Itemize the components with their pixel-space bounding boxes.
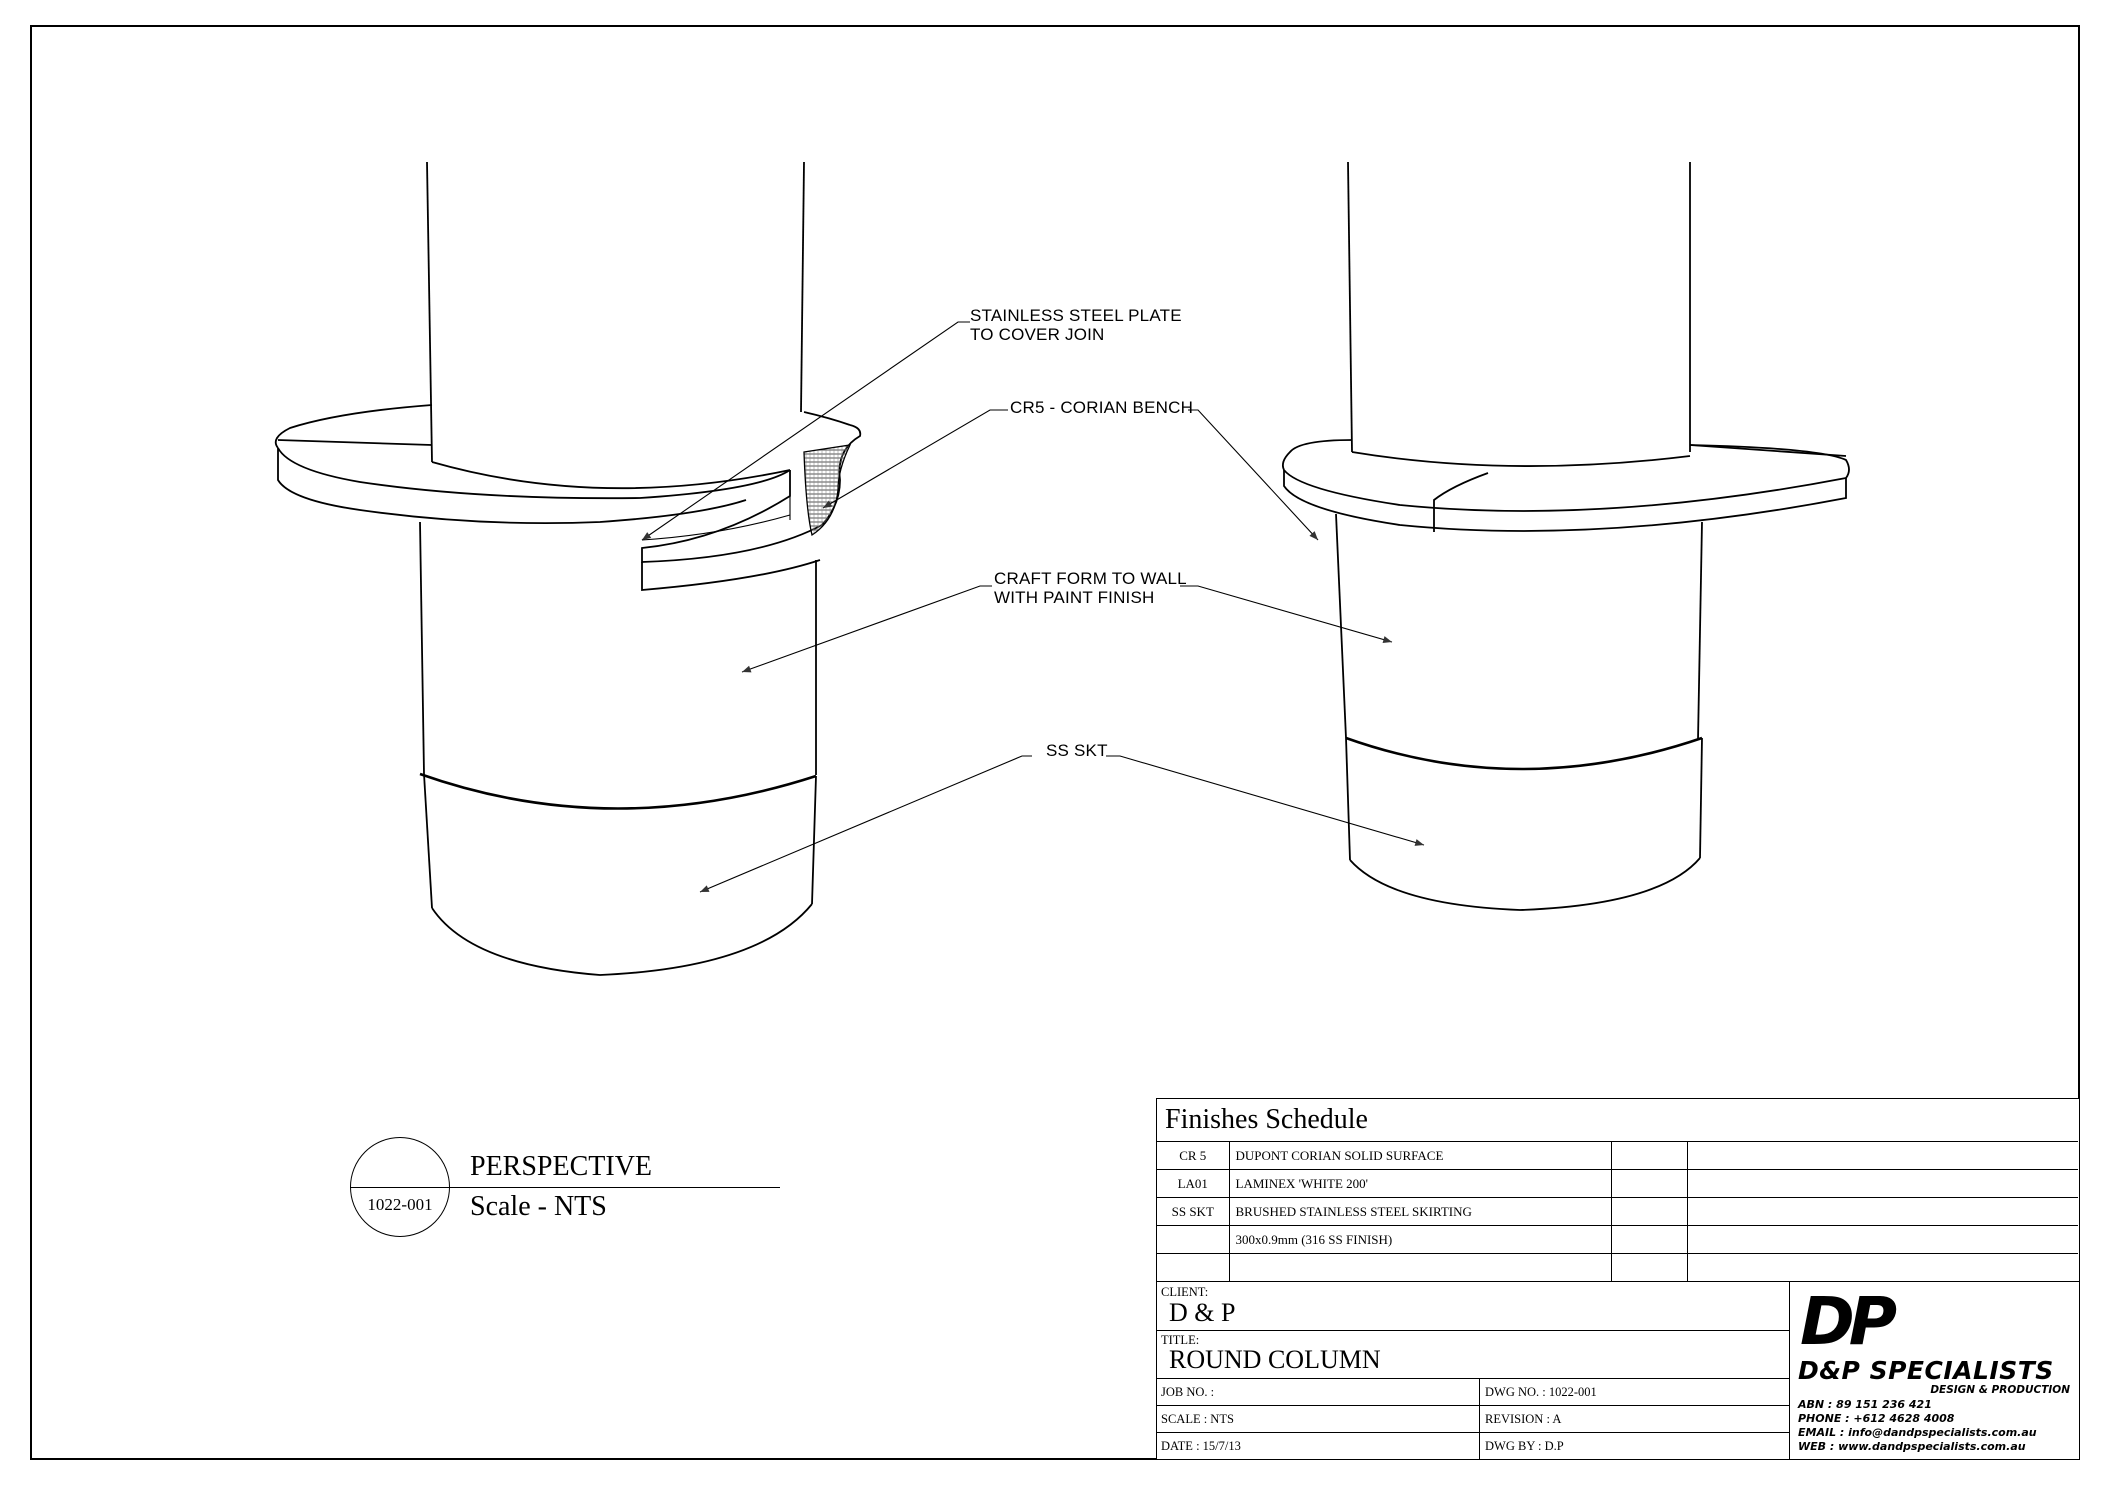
left-bench-seam: [278, 440, 432, 445]
drawing-number: DWG NO. : 1022-001: [1485, 1385, 1597, 1399]
finish-code: SS SKT: [1157, 1198, 1229, 1226]
callout-craft-form: CRAFT FORM TO WALL: [994, 569, 1187, 588]
callout-corian-bench: CR5 - CORIAN BENCH: [1010, 398, 1194, 417]
right-skirting-edge: [1700, 738, 1702, 858]
company-email: EMAIL : info@dandpspecialists.com.au: [1798, 1426, 2037, 1439]
company-tagline: DESIGN & PRODUCTION: [1930, 1384, 2070, 1396]
finish-code: LA01: [1157, 1170, 1229, 1198]
left-body-edge: [420, 522, 424, 774]
right-bench-top-front: [1284, 470, 1846, 511]
leader-ss-skt: [700, 756, 1032, 892]
drawing-revision: REVISION : A: [1485, 1412, 1562, 1426]
left-bench-notch-lower: [642, 560, 820, 590]
view-title: PERSPECTIVE: [470, 1151, 653, 1182]
client-label: CLIENT:: [1161, 1285, 1209, 1299]
finish-description: BRUSHED STAINLESS STEEL SKIRTING: [1229, 1198, 1611, 1226]
left-skirting-bottom: [432, 904, 812, 975]
finishes-schedule: [1156, 1098, 2080, 1460]
schedule-cell: [1611, 1142, 1687, 1170]
leader-ss-skt: [1106, 756, 1424, 845]
left-skirting-top: [420, 774, 816, 809]
company-web: WEB : www.dandpspecialists.com.au: [1798, 1440, 2026, 1453]
company-logo-block: [1790, 1281, 2080, 1459]
schedule-row: [1157, 1226, 2078, 1254]
company-name: D&P SPECIALISTS: [1798, 1356, 2054, 1385]
schedule-table: [1157, 1141, 2078, 1281]
leader-craft-form: [742, 586, 992, 672]
left-shaft-edge: [427, 162, 432, 462]
company-abn: ABN : 89 151 236 421: [1798, 1398, 1932, 1411]
left-column: [276, 162, 861, 975]
schedule-row: [1157, 1254, 2078, 1282]
left-shaft-edge: [801, 162, 804, 412]
schedule-cell: [1687, 1198, 2078, 1226]
corian-section-hatch: [804, 445, 850, 535]
schedule-row: [1157, 1170, 2078, 1198]
leader-corian-bench: [1188, 410, 1318, 540]
title-block-divider: [1157, 1378, 1789, 1379]
leader-craft-form: [1180, 586, 1392, 642]
title-label: TITLE:: [1161, 1333, 1200, 1347]
view-label: [350, 1137, 780, 1247]
finish-description: DUPONT CORIAN SOLID SURFACE: [1229, 1142, 1611, 1170]
right-bench-back: [1283, 440, 1352, 470]
title-block-divider: [1157, 1432, 1789, 1433]
right-shaft-edge: [1348, 162, 1352, 452]
schedule-cell: [1687, 1226, 2078, 1254]
drawing-scale: SCALE : NTS: [1161, 1412, 1234, 1426]
callout-stainless-plate: STAINLESS STEEL PLATE: [970, 306, 1182, 325]
view-title-underline: [450, 1187, 780, 1188]
left-skirting-edge: [424, 774, 432, 908]
title-block-divider: [1157, 1330, 1789, 1331]
left-bench-notch: [642, 515, 790, 540]
drawing-date: DATE : 15/7/13: [1161, 1439, 1241, 1453]
view-reference-divider: [350, 1187, 450, 1188]
right-column: [1283, 162, 1849, 910]
callout-stainless-plate: TO COVER JOIN: [970, 325, 1105, 344]
view-scale: Scale - NTS: [470, 1191, 607, 1222]
title-block-divider: [1479, 1378, 1480, 1459]
right-bench-seam: [1434, 473, 1488, 532]
finish-code: [1157, 1254, 1229, 1282]
schedule-row: [1157, 1198, 2078, 1226]
finish-description: LAMINEX 'WHITE 200': [1229, 1170, 1611, 1198]
finish-code: CR 5: [1157, 1142, 1229, 1170]
schedule-row: [1157, 1142, 2078, 1170]
schedule-cell: [1611, 1198, 1687, 1226]
callout-craft-form: WITH PAINT FINISH: [994, 588, 1155, 607]
company-phone: PHONE : +612 4628 4008: [1798, 1412, 1955, 1425]
right-body-edge: [1698, 522, 1702, 740]
right-skirting-edge: [1346, 738, 1350, 860]
schedule-cell: [1687, 1142, 2078, 1170]
schedule-cell: [1687, 1170, 2078, 1198]
drawn-by: DWG BY : D.P: [1485, 1439, 1564, 1453]
client-value: D & P: [1169, 1298, 1236, 1327]
callout-ss-skt: SS SKT: [1046, 741, 1108, 760]
finish-code: [1157, 1226, 1229, 1254]
drawing-title: ROUND COLUMN: [1169, 1345, 1381, 1374]
title-block: [1157, 1281, 1790, 1459]
right-shaft-bottom: [1352, 452, 1690, 466]
schedule-cell: [1687, 1254, 2078, 1282]
title-block-divider: [1157, 1405, 1789, 1406]
left-skirting-edge: [812, 776, 816, 904]
dp-logo-icon: [1798, 1290, 1948, 1352]
logo-letters: DP: [1800, 1290, 1892, 1352]
schedule-cell: [1611, 1254, 1687, 1282]
schedule-cell: [1611, 1170, 1687, 1198]
leader-stainless-plate: [642, 322, 970, 540]
view-reference-number: 1022-001: [367, 1195, 433, 1214]
finish-description: 300x0.9mm (316 SS FINISH): [1229, 1226, 1611, 1254]
right-skirting-top: [1346, 738, 1702, 769]
job-number: JOB NO. :: [1161, 1385, 1215, 1399]
right-skirting-bottom: [1350, 858, 1700, 910]
schedule-cell: [1611, 1226, 1687, 1254]
right-bench-seam: [1690, 445, 1846, 456]
finish-description: [1229, 1254, 1611, 1282]
schedule-title: Finishes Schedule: [1165, 1104, 1368, 1135]
